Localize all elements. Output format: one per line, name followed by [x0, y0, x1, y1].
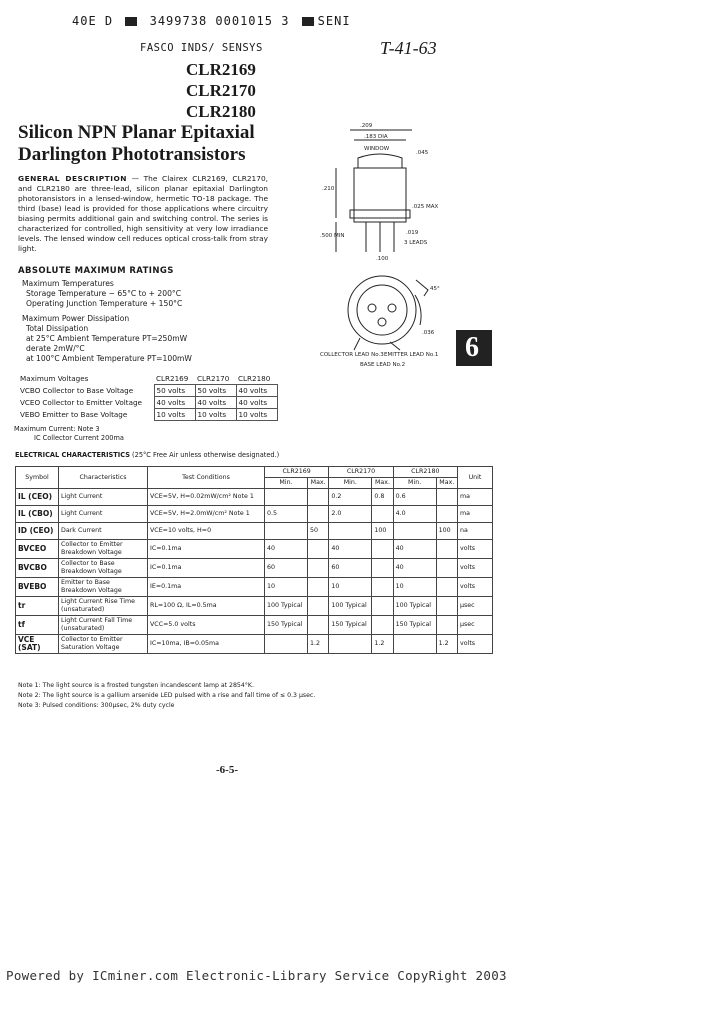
table-cell: 40 — [329, 540, 372, 559]
table-cell — [308, 506, 329, 523]
table-cell: 50 volts — [195, 385, 236, 397]
table-cell: IC=0.1ma — [148, 559, 265, 578]
package-outline-diagram — [320, 110, 470, 380]
table-row — [16, 559, 493, 578]
note-1: Note 1: The light source is a frosted tungsten incandescent lamp at 2854°K. — [18, 682, 254, 689]
table-cell: IL (CBO) — [16, 506, 59, 523]
title-line-1: Silicon NPN Planar Epitaxial — [18, 122, 255, 143]
table-cell: Dark Current — [59, 523, 148, 540]
description-heading: GENERAL DESCRIPTION — [18, 174, 127, 183]
table-cell: 10 — [393, 578, 436, 597]
dim-label: .183 DIA — [364, 134, 388, 140]
table-cell: 150 Typical — [393, 616, 436, 635]
table-row — [16, 616, 493, 635]
table-cell: ma — [458, 506, 493, 523]
table-cell: 10 — [265, 578, 308, 597]
max-voltage-table — [18, 373, 278, 421]
bottom-view-inner — [357, 285, 407, 335]
table-cell: RL=100 Ω, IL=0.5ma — [148, 597, 265, 616]
part-number-3: CLR2180 — [186, 102, 256, 121]
table-cell: VCE=10 volts, H=0 — [148, 523, 265, 540]
table-cell: Collector to Emitter Breakdown Voltage — [59, 540, 148, 559]
table-cell — [308, 540, 329, 559]
electrical-heading-label: ELECTRICAL CHARACTERISTICS — [15, 451, 130, 459]
description-text: — The Clairex CLR2169, CLR2170, and CLR2180 are three-lead, silicon planar epitaxial Darlington photoransistors in a lensed-window, hermetic TO-18 package. The third (base) lead is provided for those applications where circuitry biasing permits additional gain and switching control. The series is characterized for controlled, high sensitivity at very low irradiance levels. The lensed window cell reduces optical cross-talk from stray light. — [18, 174, 268, 253]
general-description — [18, 174, 268, 254]
table-row — [16, 523, 493, 540]
dim-label: .045 — [416, 150, 429, 156]
leads-label: 3 LEADS — [404, 240, 428, 246]
table-cell: 40 — [393, 559, 436, 578]
table-cell: IL (CEO) — [16, 489, 59, 506]
min-label: .500 MIN — [320, 233, 345, 239]
table-cell: 150 Typical — [329, 616, 372, 635]
table-cell: Emitter to Base Breakdown Voltage — [59, 578, 148, 597]
table-cell: tr — [16, 597, 59, 616]
table-cell — [372, 540, 393, 559]
table-cell: VEBO Emitter to Base Voltage — [20, 410, 128, 419]
table-row — [16, 597, 493, 616]
tab-mark — [416, 280, 428, 296]
dim-label: .209 — [360, 123, 373, 129]
table-cell: IC=0.1ma — [148, 540, 265, 559]
table-cell — [308, 559, 329, 578]
table-row — [16, 506, 493, 523]
leader-line — [390, 342, 400, 350]
table-cell: VCE=5V, H=2.0mW/cm² Note 1 — [148, 506, 265, 523]
doc-header-line — [72, 14, 351, 28]
electrical-characteristics-table — [15, 466, 493, 654]
table-cell — [308, 489, 329, 506]
table-cell: BVCEO — [16, 540, 59, 559]
table-cell: BVCBO — [16, 559, 59, 578]
table-cell — [393, 635, 436, 654]
bottom-view-circle — [348, 276, 416, 344]
table-cell — [265, 489, 308, 506]
max-current-note: Maximum Current: Note 3 — [14, 425, 100, 433]
section-tab-six — [456, 330, 492, 366]
section-tab-digit: 6 — [465, 332, 479, 363]
table-cell: VCBO Collector to Base Voltage — [20, 386, 134, 395]
table-cell: volts — [458, 635, 493, 654]
col-header: Max. — [436, 478, 457, 489]
col-header: Max. — [308, 478, 329, 489]
header-doc-number: 3499738 0001015 3 — [149, 14, 290, 28]
table-cell — [436, 597, 457, 616]
page-number: -6-5- — [216, 764, 238, 776]
table-body — [16, 489, 493, 654]
table-cell: 1.2 — [372, 635, 393, 654]
table-cell — [372, 616, 393, 635]
table-cell — [372, 506, 393, 523]
table-cell — [436, 506, 457, 523]
col-header: Unit — [458, 467, 493, 489]
table-cell: CLR2180 — [238, 374, 271, 383]
black-block-mark — [302, 17, 314, 26]
table-cell: CLR2169 — [156, 374, 189, 383]
table-cell: 1.2 — [308, 635, 329, 654]
rating-line: at 25°C Ambient Temperature PT=250mW — [26, 334, 188, 343]
table-cell: BVEBO — [16, 578, 59, 597]
table-cell: VCEO Collector to Emitter Voltage — [20, 398, 142, 407]
table-cell: Light Current — [59, 489, 148, 506]
collector-label: COLLECTOR LEAD No.3 — [320, 352, 384, 358]
ratings-heading: ABSOLUTE MAXIMUM RATINGS — [18, 266, 174, 276]
table-cell: ID (CEO) — [16, 523, 59, 540]
table-cell — [308, 578, 329, 597]
table-row — [16, 540, 493, 559]
table-cell: 10 volts — [154, 409, 195, 421]
table-row — [16, 578, 493, 597]
table-cell: 40 volts — [195, 397, 236, 409]
part-number-1: CLR2169 — [186, 60, 256, 79]
table-cell: 10 volts — [236, 409, 277, 421]
rating-line: Maximum Temperatures — [22, 279, 114, 288]
table-cell: 100 — [372, 523, 393, 540]
header-code-right: SENI — [317, 14, 351, 28]
col-header: Min. — [329, 478, 372, 489]
rating-line: Operating Junction Temperature + 150°C — [26, 299, 183, 308]
table-cell: 40 — [265, 540, 308, 559]
table-cell: VCE=5V, H=0.02mW/cm² Note 1 — [148, 489, 265, 506]
table-cell: 150 Typical — [265, 616, 308, 635]
table-cell — [436, 540, 457, 559]
col-header: CLR2170 — [329, 467, 393, 478]
table-cell: µsec — [458, 616, 493, 635]
table-header-row — [18, 373, 277, 385]
col-header: CLR2180 — [393, 467, 457, 478]
table-row — [16, 635, 493, 654]
table-cell: IE=0.1ma — [148, 578, 265, 597]
col-header: Min. — [393, 478, 436, 489]
window-label: WINDOW — [364, 146, 390, 152]
table-cell: 40 volts — [236, 385, 277, 397]
table-cell: 40 volts — [154, 397, 195, 409]
table-cell: 10 volts — [195, 409, 236, 421]
table-cell — [372, 559, 393, 578]
table-cell: 50 — [308, 523, 329, 540]
table-cell — [436, 559, 457, 578]
table-cell: Collector to Emitter Saturation Voltage — [59, 635, 148, 654]
title-line-2: Darlington Phototransistors — [18, 144, 246, 165]
table-cell: 0.8 — [372, 489, 393, 506]
table-cell: volts — [458, 578, 493, 597]
rating-line: at 100°C Ambient Temperature PT=100mW — [26, 354, 192, 363]
can-body — [354, 168, 406, 222]
table-row — [18, 409, 277, 421]
dim-label: .036 — [422, 330, 435, 336]
dim-label: .100 — [376, 256, 389, 262]
table-cell: ma — [458, 489, 493, 506]
table-cell: 1.2 — [436, 635, 457, 654]
col-header: Characteristics — [59, 467, 148, 489]
table-cell: 0.6 — [393, 489, 436, 506]
company-name: FASCO INDS/ SENSYS — [140, 42, 263, 54]
pin-1 — [368, 304, 376, 312]
table-cell — [372, 578, 393, 597]
dim-label: .019 — [406, 230, 419, 236]
col-header: Symbol — [16, 467, 59, 489]
table-cell — [329, 635, 372, 654]
electrical-heading-suffix: (25°C Free Air unless otherwise designated.) — [129, 451, 280, 459]
table-cell: volts — [458, 540, 493, 559]
table-cell: 100 Typical — [265, 597, 308, 616]
angle-label: 45° — [430, 286, 440, 292]
electrical-heading — [15, 451, 279, 459]
table-cell: na — [458, 523, 493, 540]
table-cell — [265, 635, 308, 654]
pin-2 — [378, 318, 386, 326]
table-cell — [436, 489, 457, 506]
table-row — [18, 397, 277, 409]
table-cell: 0.5 — [265, 506, 308, 523]
table-cell: Collector to Base Breakdown Voltage — [59, 559, 148, 578]
table-cell: 60 — [265, 559, 308, 578]
collector-current: IC Collector Current 200ma — [34, 434, 124, 442]
table-cell — [436, 616, 457, 635]
table-cell: IC=10ma, IB=0.05ma — [148, 635, 265, 654]
leader-line — [354, 338, 360, 350]
table-cell: 50 volts — [154, 385, 195, 397]
table-row — [16, 489, 493, 506]
table-cell — [393, 523, 436, 540]
table-header-row — [16, 467, 493, 478]
table-row — [18, 385, 277, 397]
table-cell: 2.0 — [329, 506, 372, 523]
table-cell: Maximum Voltages — [20, 374, 89, 384]
table-cell: 4.0 — [393, 506, 436, 523]
table-cell: tf — [16, 616, 59, 635]
col-header: CLR2169 — [265, 467, 329, 478]
table-cell: Light Current Fall Time (unsaturated) — [59, 616, 148, 635]
rating-line: derate 2mW/°C — [26, 344, 85, 353]
table-cell — [265, 523, 308, 540]
table-cell: VCE (SAT) — [16, 635, 59, 654]
handwritten-code: T-41-63 — [380, 38, 437, 58]
footer-copyright: Powered by ICminer.com Electronic-Library Service CopyRight 2003 — [6, 968, 507, 983]
table-cell: 0.2 — [329, 489, 372, 506]
table-cell: 100 Typical — [393, 597, 436, 616]
header-code-left: 40E D — [72, 14, 114, 28]
part-number-2: CLR2170 — [186, 81, 256, 100]
table-cell: Light Current — [59, 506, 148, 523]
pin-3 — [388, 304, 396, 312]
lens-window — [358, 154, 402, 168]
table-cell: µsec — [458, 597, 493, 616]
dim-label: .025 MAX — [412, 204, 439, 210]
table-cell: Light Current Rise Time (unsaturated) — [59, 597, 148, 616]
note-3: Note 3: Pulsed conditions: 300µsec, 2% duty cycle — [18, 702, 175, 709]
col-header: Test Conditions — [148, 467, 265, 489]
dim-label: .210 — [322, 186, 335, 192]
col-header: Min. — [265, 478, 308, 489]
rating-line: Total Dissipation — [26, 324, 89, 333]
table-cell — [308, 597, 329, 616]
table-cell: 100 — [436, 523, 457, 540]
emitter-label: EMITTER LEAD No.1 — [384, 352, 439, 358]
base-label: BASE LEAD No.2 — [360, 362, 406, 368]
can-flange — [350, 210, 410, 218]
table-cell: CLR2170 — [197, 374, 230, 383]
rating-line: Maximum Power Dissipation — [22, 314, 130, 323]
note-2: Note 2: The light source is a gallium arsenide LED pulsed with a rise and fall time of ≤ 0.3 µsec. — [18, 692, 316, 699]
table-cell — [329, 523, 372, 540]
table-cell: 60 — [329, 559, 372, 578]
black-block-mark — [125, 17, 137, 26]
table-cell — [372, 597, 393, 616]
table-cell: 40 — [393, 540, 436, 559]
table-cell — [308, 616, 329, 635]
col-header: Max. — [372, 478, 393, 489]
table-cell: 40 volts — [236, 397, 277, 409]
table-cell: 10 — [329, 578, 372, 597]
table-cell: VCC=5.0 volts — [148, 616, 265, 635]
table-cell — [436, 578, 457, 597]
table-cell: volts — [458, 559, 493, 578]
table-cell: 100 Typical — [329, 597, 372, 616]
rating-line: Storage Temperature − 65°C to + 200°C — [26, 289, 181, 298]
